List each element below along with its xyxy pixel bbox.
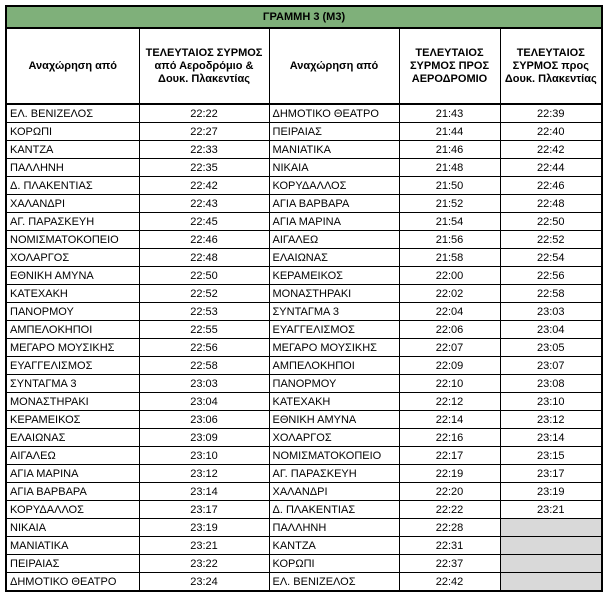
- table-row: [6, 537, 602, 555]
- time-to-airport: 21:43: [399, 104, 500, 123]
- station-to-airport: Δ. ΠΛΑΚΕΝΤΙΑΣ: [269, 501, 399, 519]
- time-to-airport: 22:42: [399, 573, 500, 592]
- station-to-airport: ΜΕΓΑΡΟ ΜΟΥΣΙΚΗΣ: [269, 339, 399, 357]
- time-from-airport: 23:03: [139, 375, 269, 393]
- station-to-airport: ΝΟΜΙΣΜΑΤΟΚΟΠΕΙΟ: [269, 447, 399, 465]
- table-row: [6, 141, 602, 159]
- table-row: [6, 177, 602, 195]
- time-from-airport: 22:55: [139, 321, 269, 339]
- time-to-plakentia: 22:50: [500, 213, 602, 231]
- time-from-airport: 23:22: [139, 555, 269, 573]
- table-row: [6, 267, 602, 285]
- time-to-airport: 22:37: [399, 555, 500, 573]
- time-to-airport: 21:56: [399, 231, 500, 249]
- time-to-airport: 22:00: [399, 267, 500, 285]
- empty-cell: [500, 573, 602, 592]
- station-from-airport: ΚΕΡΑΜΕΙΚΟΣ: [6, 411, 139, 429]
- station-to-airport: ΠΑΝΟΡΜΟΥ: [269, 375, 399, 393]
- table-row: [6, 501, 602, 519]
- station-to-airport: ΕΘΝΙΚΗ ΑΜΥΝΑ: [269, 411, 399, 429]
- station-from-airport: ΚΑΤΕΧΑΚΗ: [6, 285, 139, 303]
- table-row: [6, 573, 602, 592]
- time-to-airport: 22:19: [399, 465, 500, 483]
- station-to-airport: ΑΓ. ΠΑΡΑΣΚΕΥΗ: [269, 465, 399, 483]
- station-to-airport: ΠΕΙΡΑΙΑΣ: [269, 123, 399, 141]
- time-from-airport: 23:21: [139, 537, 269, 555]
- empty-cell: [500, 555, 602, 573]
- time-from-airport: 22:22: [139, 104, 269, 123]
- station-from-airport: ΑΙΓΑΛΕΩ: [6, 447, 139, 465]
- time-to-plakentia: 23:07: [500, 357, 602, 375]
- table-title: ΓΡΑΜΜΗ 3 (Μ3): [6, 6, 602, 28]
- time-to-plakentia: 22:39: [500, 104, 602, 123]
- header-departure-from: Αναχώρηση από: [6, 28, 139, 104]
- table-row: [6, 123, 602, 141]
- time-to-airport: 22:02: [399, 285, 500, 303]
- station-from-airport: ΝΙΚΑΙΑ: [6, 519, 139, 537]
- station-from-airport: ΕΛ. ΒΕΝΙΖΕΛΟΣ: [6, 104, 139, 123]
- station-from-airport: ΧΟΛΑΡΓΟΣ: [6, 249, 139, 267]
- time-to-airport: 21:58: [399, 249, 500, 267]
- time-to-plakentia: 22:44: [500, 159, 602, 177]
- station-from-airport: ΧΑΛΑΝΔΡΙ: [6, 195, 139, 213]
- time-from-airport: 22:53: [139, 303, 269, 321]
- time-from-airport: 22:45: [139, 213, 269, 231]
- table-row: [6, 357, 602, 375]
- time-to-plakentia: 23:21: [500, 501, 602, 519]
- station-from-airport: ΑΓΙΑ ΒΑΡΒΑΡΑ: [6, 483, 139, 501]
- time-from-airport: 23:12: [139, 465, 269, 483]
- time-to-airport: 22:16: [399, 429, 500, 447]
- time-to-plakentia: 23:04: [500, 321, 602, 339]
- station-to-airport: ΚΟΡΩΠΙ: [269, 555, 399, 573]
- time-to-airport: 22:31: [399, 537, 500, 555]
- header-last-train-to-plakentia: ΤΕΛΕΥΤΑΙΟΣ ΣΥΡΜΟΣ προς Δουκ. Πλακεντίας: [500, 28, 602, 104]
- timetable: [5, 5, 603, 592]
- table-row: [6, 339, 602, 357]
- time-to-plakentia: 23:19: [500, 483, 602, 501]
- station-from-airport: ΜΟΝΑΣΤΗΡΑΚΙ: [6, 393, 139, 411]
- station-to-airport: ΔΗΜΟΤΙΚΟ ΘΕΑΤΡΟ: [269, 104, 399, 123]
- station-to-airport: ΑΜΠΕΛΟΚΗΠΟΙ: [269, 357, 399, 375]
- time-from-airport: 22:58: [139, 357, 269, 375]
- header-last-train-to-airport: ΤΕΛΕΥΤΑΙΟΣ ΣΥΡΜΟΣ ΠΡΟΣ ΑΕΡΟΔΡΟΜΙΟ: [399, 28, 500, 104]
- time-from-airport: 23:09: [139, 429, 269, 447]
- station-from-airport: ΣΥΝΤΑΓΜΑ 3: [6, 375, 139, 393]
- time-to-airport: 22:14: [399, 411, 500, 429]
- empty-cell: [500, 537, 602, 555]
- time-to-plakentia: 22:48: [500, 195, 602, 213]
- time-to-plakentia: 23:15: [500, 447, 602, 465]
- time-from-airport: 23:24: [139, 573, 269, 592]
- station-from-airport: ΜΑΝΙΑΤΙΚΑ: [6, 537, 139, 555]
- time-from-airport: 23:17: [139, 501, 269, 519]
- table-row: [6, 321, 602, 339]
- time-to-plakentia: 22:42: [500, 141, 602, 159]
- station-from-airport: ΑΓ. ΠΑΡΑΣΚΕΥΗ: [6, 213, 139, 231]
- time-to-airport: 22:06: [399, 321, 500, 339]
- table-row: [6, 447, 602, 465]
- station-from-airport: ΔΗΜΟΤΙΚΟ ΘΕΑΤΡΟ: [6, 573, 139, 592]
- time-from-airport: 22:46: [139, 231, 269, 249]
- time-from-airport: 23:10: [139, 447, 269, 465]
- station-to-airport: ΑΓΙΑ ΒΑΡΒΑΡΑ: [269, 195, 399, 213]
- table-row: [6, 429, 602, 447]
- time-to-airport: 22:09: [399, 357, 500, 375]
- table-row: [6, 213, 602, 231]
- time-to-plakentia: 23:17: [500, 465, 602, 483]
- time-to-airport: 21:46: [399, 141, 500, 159]
- station-from-airport: ΝΟΜΙΣΜΑΤΟΚΟΠΕΙΟ: [6, 231, 139, 249]
- station-from-airport: ΕΘΝΙΚΗ ΑΜΥΝΑ: [6, 267, 139, 285]
- station-to-airport: ΣΥΝΤΑΓΜΑ 3: [269, 303, 399, 321]
- table-row: [6, 231, 602, 249]
- station-to-airport: ΜΑΝΙΑΤΙΚΑ: [269, 141, 399, 159]
- time-to-plakentia: 22:56: [500, 267, 602, 285]
- station-from-airport: Δ. ΠΛΑΚΕΝΤΙΑΣ: [6, 177, 139, 195]
- time-to-plakentia: 22:54: [500, 249, 602, 267]
- station-from-airport: ΜΕΓΑΡΟ ΜΟΥΣΙΚΗΣ: [6, 339, 139, 357]
- station-to-airport: ΚΕΡΑΜΕΙΚΟΣ: [269, 267, 399, 285]
- header-last-train-from-airport: ΤΕΛΕΥΤΑΙΟΣ ΣΥΡΜΟΣ από Αεροδρόμιο & Δουκ. Πλακεντίας: [139, 28, 269, 104]
- time-from-airport: 22:56: [139, 339, 269, 357]
- time-to-plakentia: 22:46: [500, 177, 602, 195]
- time-to-plakentia: 23:14: [500, 429, 602, 447]
- time-to-airport: 21:48: [399, 159, 500, 177]
- station-to-airport: ΕΛ. ΒΕΝΙΖΕΛΟΣ: [269, 573, 399, 592]
- time-from-airport: 22:48: [139, 249, 269, 267]
- table-row: [6, 303, 602, 321]
- table-row: [6, 375, 602, 393]
- station-to-airport: ΚΑΤΕΧΑΚΗ: [269, 393, 399, 411]
- time-to-airport: 21:54: [399, 213, 500, 231]
- station-to-airport: ΕΥΑΓΓΕΛΙΣΜΟΣ: [269, 321, 399, 339]
- station-from-airport: ΠΑΛΛΗΝΗ: [6, 159, 139, 177]
- time-from-airport: 22:52: [139, 285, 269, 303]
- time-from-airport: 22:50: [139, 267, 269, 285]
- time-to-airport: 21:50: [399, 177, 500, 195]
- station-to-airport: ΝΙΚΑΙΑ: [269, 159, 399, 177]
- station-from-airport: ΚΟΡΥΔΑΛΛΟΣ: [6, 501, 139, 519]
- table-row: [6, 555, 602, 573]
- table-row: [6, 519, 602, 537]
- time-from-airport: 23:04: [139, 393, 269, 411]
- time-to-airport: 22:28: [399, 519, 500, 537]
- time-from-airport: 23:06: [139, 411, 269, 429]
- station-to-airport: ΧΑΛΑΝΔΡΙ: [269, 483, 399, 501]
- station-from-airport: ΚΟΡΩΠΙ: [6, 123, 139, 141]
- table-row: [6, 411, 602, 429]
- station-to-airport: ΕΛΑΙΩΝΑΣ: [269, 249, 399, 267]
- station-to-airport: ΜΟΝΑΣΤΗΡΑΚΙ: [269, 285, 399, 303]
- time-from-airport: 22:42: [139, 177, 269, 195]
- station-from-airport: ΚΑΝΤΖΑ: [6, 141, 139, 159]
- time-to-plakentia: 23:10: [500, 393, 602, 411]
- time-to-airport: 22:10: [399, 375, 500, 393]
- header-departure-from-return: Αναχώρηση από: [269, 28, 399, 104]
- time-to-airport: 22:07: [399, 339, 500, 357]
- time-from-airport: 23:19: [139, 519, 269, 537]
- time-from-airport: 22:27: [139, 123, 269, 141]
- table-row: [6, 285, 602, 303]
- timetable-container: [5, 5, 603, 592]
- station-from-airport: ΕΥΑΓΓΕΛΙΣΜΟΣ: [6, 357, 139, 375]
- time-to-airport: 22:17: [399, 447, 500, 465]
- station-from-airport: ΑΓΙΑ ΜΑΡΙΝΑ: [6, 465, 139, 483]
- time-from-airport: 22:35: [139, 159, 269, 177]
- time-to-plakentia: 22:58: [500, 285, 602, 303]
- time-from-airport: 22:33: [139, 141, 269, 159]
- table-row: [6, 393, 602, 411]
- table-row: [6, 195, 602, 213]
- time-to-airport: 22:22: [399, 501, 500, 519]
- time-to-plakentia: 22:40: [500, 123, 602, 141]
- station-to-airport: ΚΑΝΤΖΑ: [269, 537, 399, 555]
- time-to-plakentia: 23:03: [500, 303, 602, 321]
- table-row: [6, 465, 602, 483]
- station-from-airport: ΠΑΝΟΡΜΟΥ: [6, 303, 139, 321]
- time-to-airport: 22:20: [399, 483, 500, 501]
- table-row: [6, 104, 602, 123]
- time-to-airport: 21:44: [399, 123, 500, 141]
- time-to-plakentia: 23:08: [500, 375, 602, 393]
- time-to-plakentia: 22:52: [500, 231, 602, 249]
- station-to-airport: ΧΟΛΑΡΓΟΣ: [269, 429, 399, 447]
- time-to-airport: 22:04: [399, 303, 500, 321]
- time-from-airport: 22:43: [139, 195, 269, 213]
- time-from-airport: 23:14: [139, 483, 269, 501]
- station-from-airport: ΠΕΙΡΑΙΑΣ: [6, 555, 139, 573]
- station-from-airport: ΑΜΠΕΛΟΚΗΠΟΙ: [6, 321, 139, 339]
- empty-cell: [500, 519, 602, 537]
- time-to-plakentia: 23:05: [500, 339, 602, 357]
- table-row: [6, 249, 602, 267]
- time-to-airport: 22:12: [399, 393, 500, 411]
- station-to-airport: ΑΙΓΑΛΕΩ: [269, 231, 399, 249]
- timetable-body: [6, 104, 602, 591]
- time-to-airport: 21:52: [399, 195, 500, 213]
- table-row: [6, 159, 602, 177]
- table-row: [6, 483, 602, 501]
- station-to-airport: ΚΟΡΥΔΑΛΛΟΣ: [269, 177, 399, 195]
- station-from-airport: ΕΛΑΙΩΝΑΣ: [6, 429, 139, 447]
- station-to-airport: ΠΑΛΛΗΝΗ: [269, 519, 399, 537]
- station-to-airport: ΑΓΙΑ ΜΑΡΙΝΑ: [269, 213, 399, 231]
- time-to-plakentia: 23:12: [500, 411, 602, 429]
